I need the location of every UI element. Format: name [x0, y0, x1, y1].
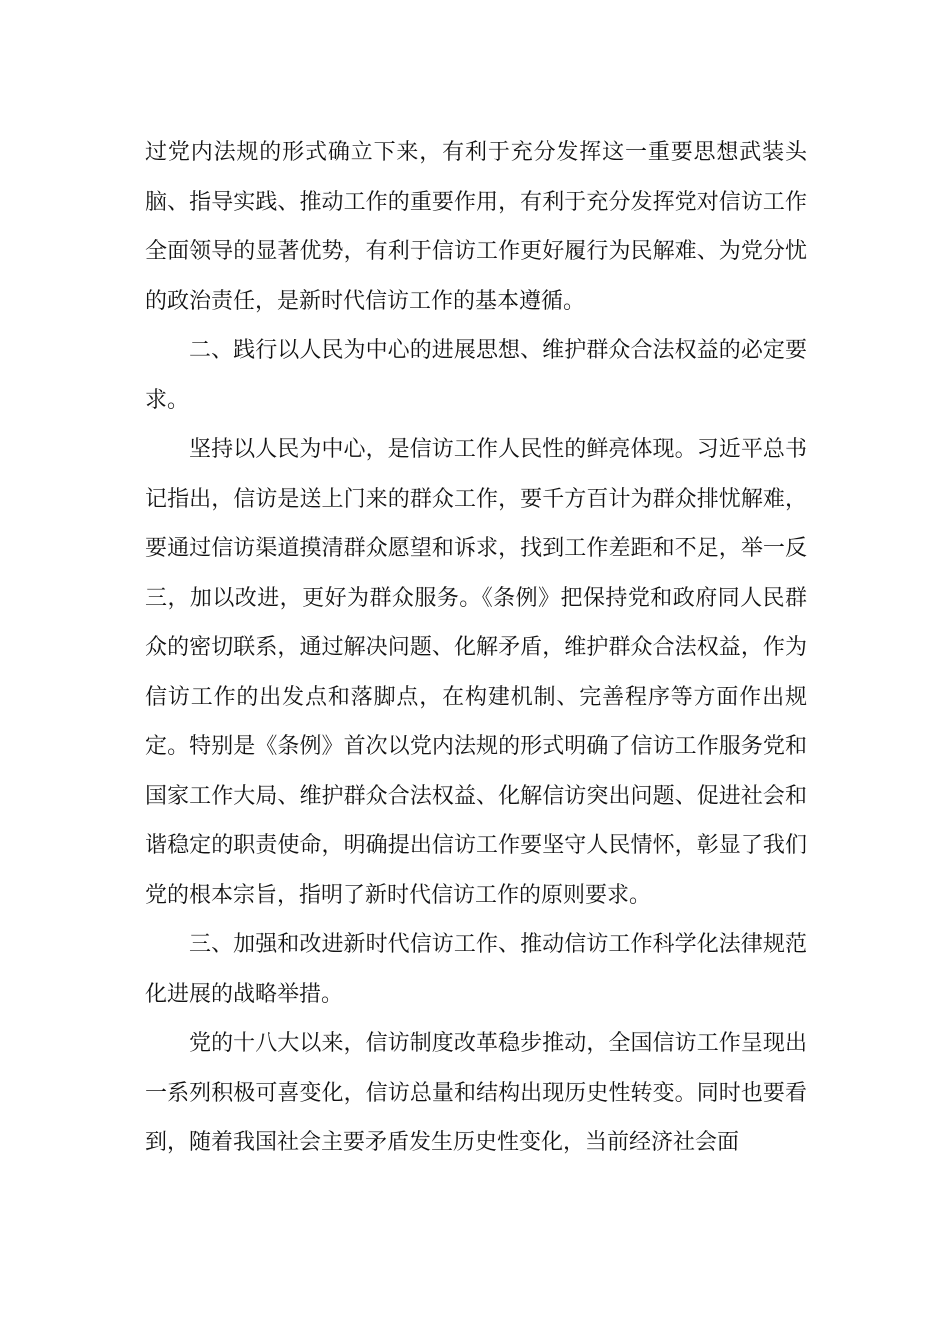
document-body: [145, 128, 807, 1168]
section-heading-2: 二、践行以人民为中心的进展思想、维护群众合法权益的必定要求。: [145, 338, 807, 413]
paragraph-5: 党的十八大以来，信访制度改革稳步推动，全国信访工作呈现出一系列积极可喜变化，信访总量和结构出现历史性转变。同时也要看到，随着我国社会主要矛盾发生历史性变化，当前经济社会面: [145, 1031, 807, 1155]
section-heading-3: 三、加强和改进新时代信访工作、推动信访工作科学化法律规范化进展的战略举措。: [145, 932, 807, 1007]
paragraph-3: 坚持以人民为中心，是信访工作人民性的鲜亮体现。习近平总书记指出，信访是送上门来的群众工作，要千方百计为群众排忧解难，要通过信访渠道摸清群众愿望和诉求，找到工作差距和不足，举一反三，加以改进，更好为群众服务。《条例》把保持党和政府同人民群众的密切联系，通过解决问题、化解矛盾，维护群众合法权益，作为信访工作的出发点和落脚点，在构建机制、完善程序等方面作出规定。特别是《条例》首次以党内法规的形式明确了信访工作服务党和国家工作大局、维护群众合法权益、化解信访突出问题、促进社会和谐稳定的职责使命，明确提出信访工作要坚守人民情怀，彰显了我们党的根本宗旨，指明了新时代信访工作的原则要求。: [145, 437, 807, 908]
paragraph-1: 过党内法规的形式确立下来，有利于充分发挥这一重要思想武装头脑、指导实践、推动工作的重要作用，有利于充分发挥党对信访工作全面领导的显著优势，有利于信访工作更好履行为民解难、为党分忧的政治责任，是新时代信访工作的基本遵循。: [145, 140, 807, 314]
